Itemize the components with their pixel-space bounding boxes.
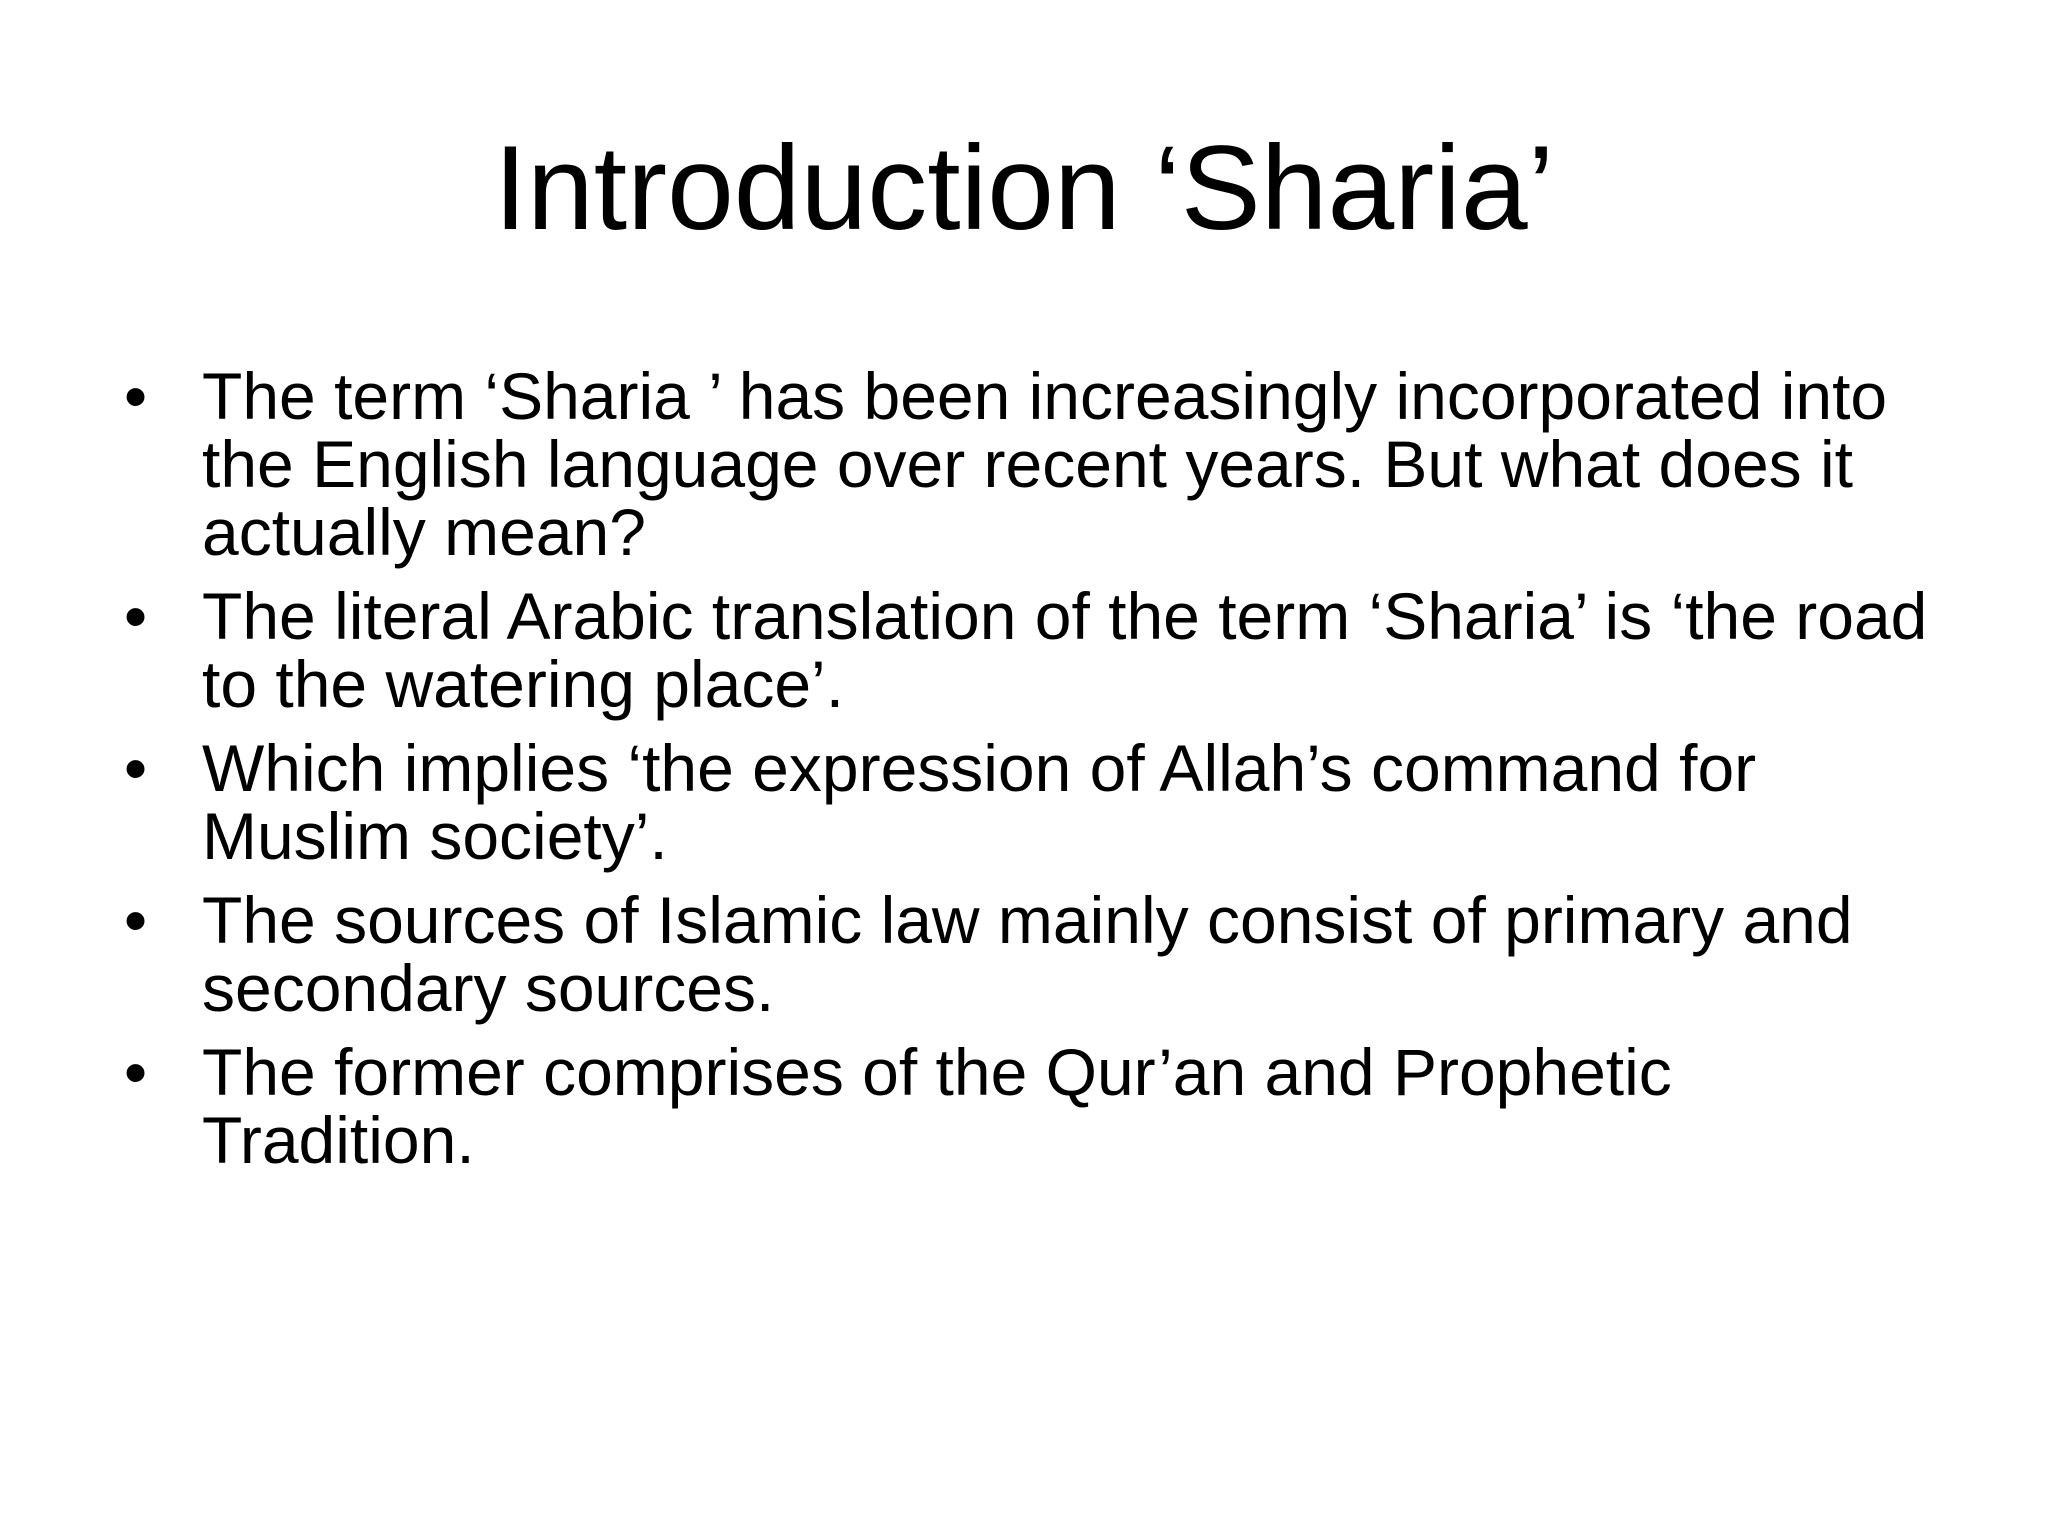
bullet-icon: • <box>124 359 148 433</box>
slide-title: Introduction ‘Sharia’ <box>493 121 1555 255</box>
bullet-icon: • <box>124 731 148 805</box>
bullet-text: The literal Arabic translation of the term ‘Sharia’ is ‘the road to the watering place’. <box>202 579 1928 721</box>
bullet-text: Which implies ‘the expression of Allah’s command for Muslim society’. <box>202 731 1757 873</box>
bullet-list <box>124 359 1954 1190</box>
bullet-icon: • <box>124 1035 148 1109</box>
bullet-item <box>124 579 1954 721</box>
bullet-icon: • <box>124 579 148 653</box>
bullet-item <box>124 731 1954 873</box>
bullet-icon: • <box>124 883 148 957</box>
bullet-text: The former comprises of the Qur’an and Prophetic Tradition. <box>202 1035 1672 1177</box>
bullet-item <box>124 359 1954 569</box>
bullet-text: The term ‘Sharia ’ has been increasingly incorporated into the English language over recent years. But what does it actually mean? <box>202 359 1888 569</box>
bullet-text: The sources of Islamic law mainly consist of primary and secondary sources. <box>202 883 1853 1025</box>
bullet-item <box>124 1035 1954 1177</box>
bullet-item <box>124 883 1954 1025</box>
